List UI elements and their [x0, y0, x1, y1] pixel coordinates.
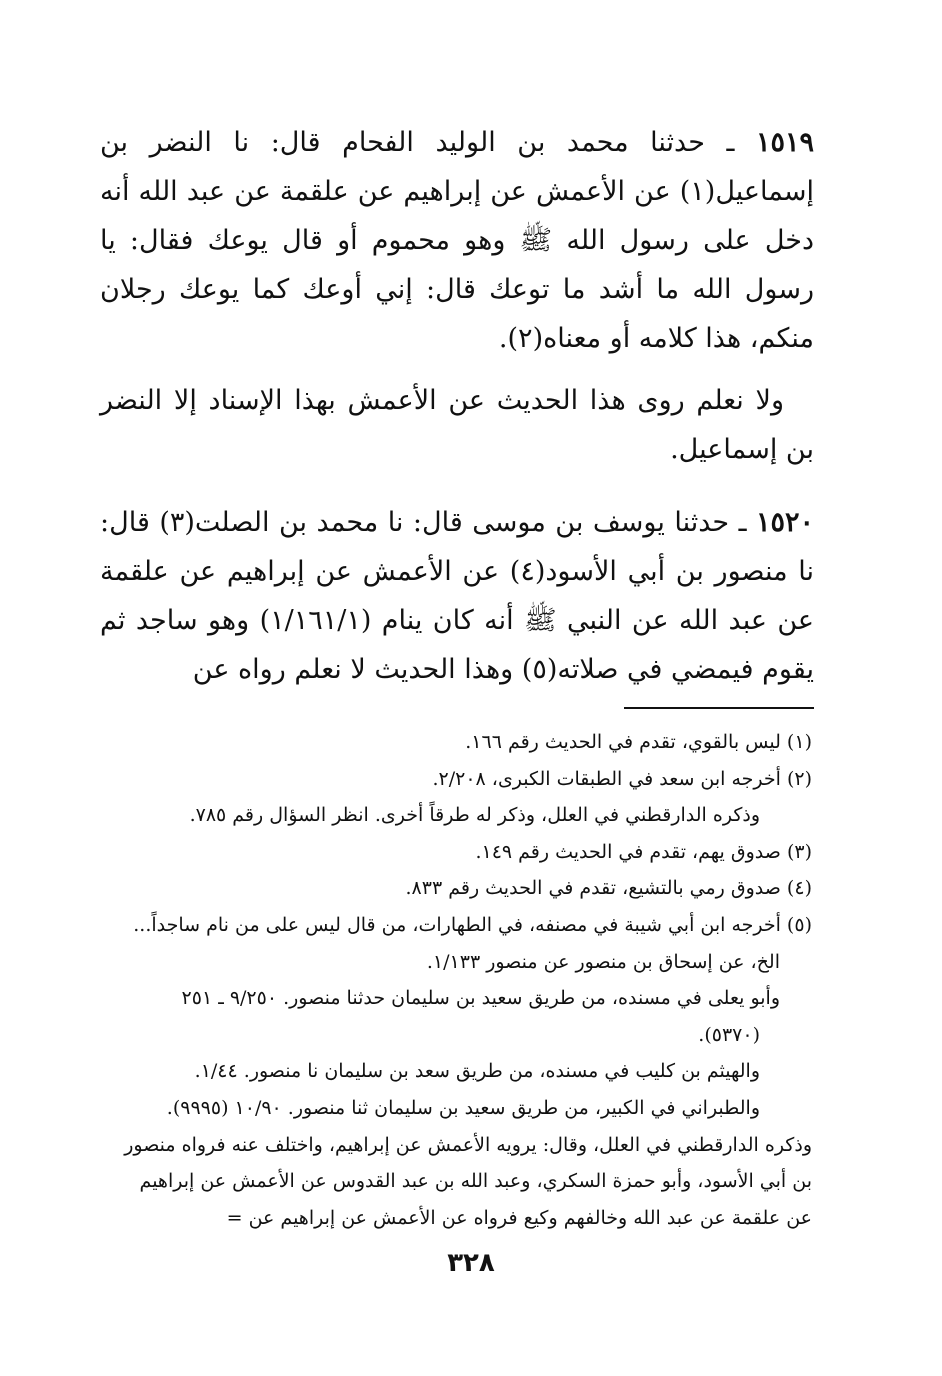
- hadith-1520: [100, 498, 814, 694]
- footnote-3: (٣) صدوق يهم، تقدم في الحديث رقم ١٤٩.: [475, 840, 812, 863]
- hadith-number: ١٥١٩: [755, 127, 814, 158]
- footnote-1: (١) ليس بالقوي، تقدم في الحديث رقم ١٦٦.: [465, 731, 812, 753]
- footnote-5-tabarani: والطبراني في الكبير، من طريق سعيد بن سليمان ثنا منصور. ١٠/٩٠ (٩٩٩٥).: [166, 1096, 760, 1119]
- footnote-2: (٢) أخرجه ابن سعد في الطبقات الكبرى، ٢/٢٠٨.: [432, 767, 812, 790]
- hadith-number: ١٥٢٠: [755, 507, 814, 538]
- footnotes: [118, 724, 812, 1236]
- comment-text: ولا نعلم روى هذا الحديث عن الأعمش بهذا الإسناد إلا النضر بن إسماعيل.: [100, 385, 814, 465]
- footnote-5-daraqutni: وذكره الدارقطني في العلل، وقال: يرويه الأعمش عن إبراهيم، واختلف عنه فرواه منصور بن أبي الأسود، وأبو حمزة السكري، وعبد الله بن عبد القدوس عن الأعمش عن إبراهيم عن علقمة عن عبد الله وخالفهم وكيع فرواه عن الأعمش عن إبراهيم عن =: [124, 1133, 812, 1229]
- footnote-2-cont: وذكره الدارقطني في العلل، وذكر له طرقاً أخرى. انظر السؤال رقم ٧٨٥.: [189, 804, 760, 827]
- author-comment: [100, 376, 814, 474]
- footnote-5: (٥) أخرجه ابن أبي شيبة في مصنفه، في الطهارات، من قال ليس على من نام ساجداً... الخ، عن إسحاق بن منصور عن منصور ١/١٣٣.: [133, 913, 812, 973]
- page-number: ٣٢٨: [447, 1248, 495, 1278]
- footnote-5-haytham: والهيثم بن كليب في مسنده، من طريق سعد بن سليمان نا منصور. ١/٤٤.: [194, 1060, 760, 1083]
- footnote-5-abu-yala: وأبو يعلى في مسنده، من طريق سعيد بن سليمان حدثنا منصور. ٩/٢٥٠ ـ ٢٥١ (٥٣٧٠).: [181, 987, 780, 1046]
- hadith-1519: [100, 118, 814, 363]
- footnote-separator: [624, 707, 814, 709]
- footnote-4: (٤) صدوق رمي بالتشيع، تقدم في الحديث رقم ٨٣٣.: [405, 877, 812, 900]
- hadith-text: ـ حدثنا محمد بن الوليد الفحام قال: نا النضر بن إسماعيل(١) عن الأعمش عن إبراهيم عن علقمة عن عبد الله أنه دخل على رسول الله ﷺ وهو محموم أو قال يوعك فقال: يا رسول الله ما أشد ما توعك قال: إني أوعك كما يوعك رجلان منكم، هذا كلامه أو معناه(٢).: [100, 127, 814, 354]
- hadith-text: ـ حدثنا يوسف بن موسى قال: نا محمد بن الصلت(٣) قال: نا منصور بن أبي الأسود(٤) عن الأعمش عن إبراهيم عن علقمة عن عبد الله عن النبي ﷺ أنه كان ينام (١/١٦١/١) وهو ساجد ثم يقوم فيمضي في صلاته(٥) وهذا الحديث لا نعلم رواه عن: [100, 507, 815, 685]
